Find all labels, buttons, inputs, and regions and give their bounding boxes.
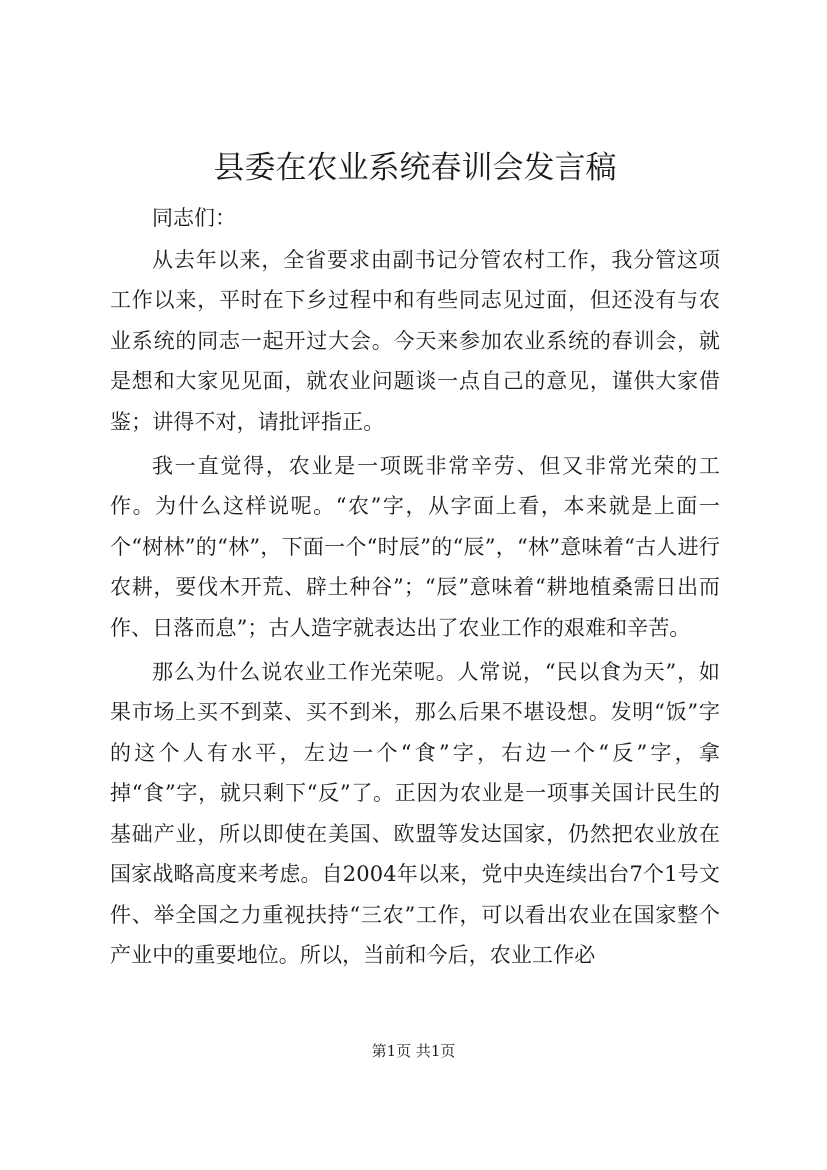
document-title: 县委在农业系统春训会发言稿: [213, 150, 617, 186]
paragraph-3: 那么为什么说农业工作光荣呢。人常说，“民以食为天”，如果市场上买不到菜、买不到米，那么后果不堪设想。发明“饭”字的这个人有水平，左边一个“食”字，右边一个“反”字，拿掉“食”字，就只剩下“反”了。正因为农业是一项事关国计民生的基础产业，所以即使在美国、欧盟等发达国家，仍然把农业放在国家战略高度来考虑。自2004年以来，党中央连续出台7个1号文件、举全国之力重视扶持“三农”工作，可以看出农业在国家整个产业中的重要地位。所以，当前和今后，农业工作必: [110, 660, 720, 967]
paragraph-1: 从去年以来，全省要求由副书记分管农村工作，我分管这项工作以来，平时在下乡过程中和有些同志见过面，但还没有与农业系统的同志一起开过大会。今天来参加农业系统的春训会，就是想和大家见见面，就农业问题谈一点自己的意见，谨供大家借鉴；讲得不对，请批评指正。: [110, 248, 720, 434]
paragraph-2: 我一直觉得，农业是一项既非常辛劳、但又非常光荣的工作。为什么这样说呢。“农”字，从字面上看，本来就是上面一个“树林”的“林”，下面一个“时辰”的“辰”，“林”意味着“古人进行农耕，要伐木开荒、辟土种谷”；“辰”意味着“耕地植桑需日出而作、日落而息”；古人造字就表达出了农业工作的艰难和辛苦。: [110, 454, 720, 640]
page-footer: 第1页 共1页: [371, 1042, 456, 1060]
salutation: 同志们：: [152, 206, 236, 230]
document-page: [110, 140, 720, 979]
